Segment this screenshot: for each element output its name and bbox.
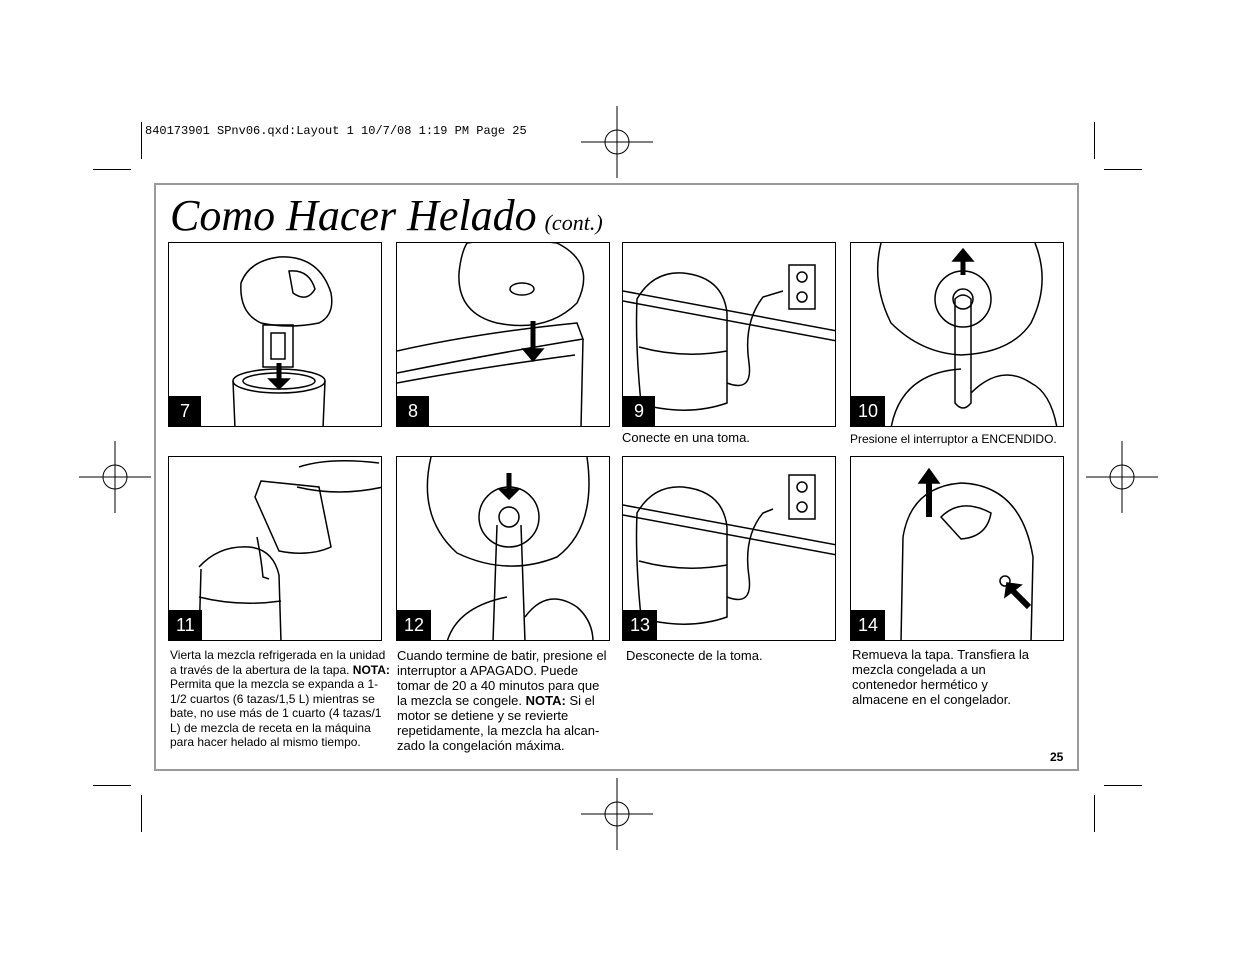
step-number: 7 — [169, 396, 201, 426]
step-number: 11 — [169, 610, 202, 640]
page-number: 25 — [1050, 750, 1064, 764]
step-number: 12 — [397, 610, 431, 640]
registration-mark — [581, 106, 653, 178]
page-title — [170, 190, 603, 241]
crop-mark — [93, 785, 131, 786]
step-13-panel — [622, 456, 836, 641]
registration-mark — [79, 441, 151, 513]
title-suffix: (cont.) — [544, 210, 603, 235]
step-number: 9 — [623, 396, 655, 426]
crop-mark — [141, 795, 142, 832]
step-8-panel — [396, 242, 610, 427]
step-number: 14 — [851, 610, 885, 640]
registration-mark — [581, 778, 653, 850]
step-11-panel — [168, 456, 382, 641]
step-7-panel — [168, 242, 382, 427]
step-14-caption: Remueva la tapa. Transfiera la mezcla congelada a un contenedor hermético y almacene en el congelador. — [852, 647, 1030, 707]
slug-line: 840173901 SPnv06.qxd:Layout 1 10/7/08 1:19 PM Page 25 — [145, 124, 527, 138]
step-12-caption: Cuando termine de batir, presione el interruptor a APAGADO. Puede tomar de 20 a 40 minutos para que la mezcla se congele. NOTA: Si el motor se detiene y se revierte repetidamente, la mezcla ha alcan-zado la congelación máxima. — [397, 648, 607, 753]
step-10-panel — [850, 242, 1064, 427]
crop-mark — [1104, 785, 1142, 786]
step-14-panel — [850, 456, 1064, 641]
crop-mark — [93, 169, 131, 170]
crop-mark — [1094, 795, 1095, 832]
step-10-caption: Presione el interruptor a ENCENDIDO. — [850, 432, 1057, 446]
step-9-panel — [622, 242, 836, 427]
step-11-caption: Vierta la mezcla refrigerada en la unidad a través de la abertura de la tapa. NOTA: Permita que la mezcla se expanda a 1-1/2 cuartos (6 tazas/1,5 L) mientras se bate, no use más de 1 cuarto (4 tazas/1 L) de mezcla de receta en la máquina para hacer helado al mismo tiempo. — [170, 648, 390, 749]
step-number: 10 — [851, 396, 885, 426]
step-13-caption: Desconecte de la toma. — [626, 648, 763, 663]
registration-mark — [1086, 441, 1158, 513]
title-main: Como Hacer Helado — [170, 191, 537, 240]
step-number: 13 — [623, 610, 657, 640]
step-9-caption: Conecte en una toma. — [622, 430, 750, 445]
step-12-panel — [396, 456, 610, 641]
crop-mark — [1094, 122, 1095, 159]
crop-mark — [141, 122, 142, 159]
step-number: 8 — [397, 396, 429, 426]
crop-mark — [1104, 169, 1142, 170]
